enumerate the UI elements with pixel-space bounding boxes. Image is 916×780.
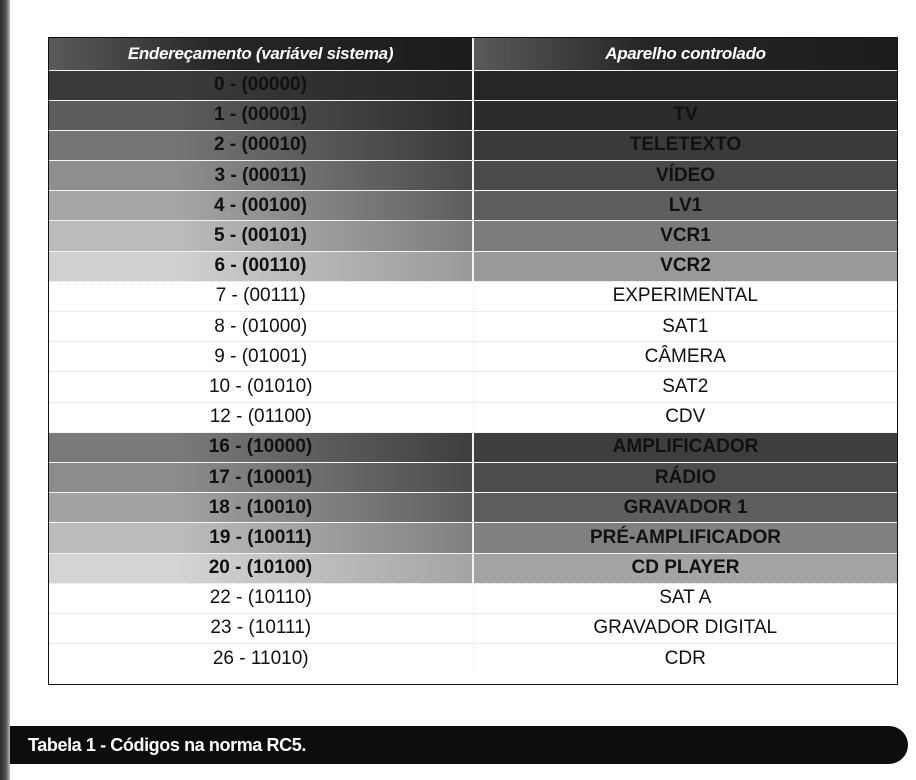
device-cell: VÍDEO bbox=[473, 161, 897, 191]
address-cell: 22 - (10110) bbox=[49, 583, 473, 613]
address-cell: 5 - (00101) bbox=[49, 221, 473, 251]
device-cell: SAT A bbox=[473, 583, 897, 613]
device-cell: CD PLAYER bbox=[473, 553, 897, 583]
table-row bbox=[49, 402, 897, 432]
table-row bbox=[49, 493, 897, 523]
table-row bbox=[49, 161, 897, 191]
table-header-row bbox=[49, 38, 897, 70]
address-cell: 7 - (00111) bbox=[49, 281, 473, 311]
device-cell: GRAVADOR 1 bbox=[473, 493, 897, 523]
address-cell: 0 - (00000) bbox=[49, 70, 473, 100]
table-row bbox=[49, 100, 897, 130]
device-cell: PRÉ-AMPLIFICADOR bbox=[473, 523, 897, 553]
table-row bbox=[49, 583, 897, 613]
table-row bbox=[49, 281, 897, 311]
address-cell: 17 - (10001) bbox=[49, 462, 473, 492]
address-cell: 3 - (00011) bbox=[49, 161, 473, 191]
table-row bbox=[49, 372, 897, 402]
address-cell: 23 - (10111) bbox=[49, 613, 473, 643]
device-cell: VCR2 bbox=[473, 251, 897, 281]
device-cell: LV1 bbox=[473, 191, 897, 221]
device-column-header: Aparelho controlado bbox=[473, 38, 897, 70]
device-cell: TV bbox=[473, 100, 897, 130]
table-row bbox=[49, 462, 897, 492]
codes-table bbox=[49, 38, 897, 674]
device-cell: RÁDIO bbox=[473, 462, 897, 492]
device-cell: TELETEXTO bbox=[473, 130, 897, 160]
device-cell: CÂMERA bbox=[473, 342, 897, 372]
rc5-codes-table bbox=[48, 37, 898, 685]
table-caption: Tabela 1 - Códigos na norma RC5. bbox=[10, 726, 908, 764]
address-column-header: Endereçamento (variável sistema) bbox=[49, 38, 473, 70]
table-row bbox=[49, 221, 897, 251]
address-cell: 19 - (10011) bbox=[49, 523, 473, 553]
table-row bbox=[49, 523, 897, 553]
address-cell: 1 - (00001) bbox=[49, 100, 473, 130]
table-row bbox=[49, 312, 897, 342]
address-cell: 9 - (01001) bbox=[49, 342, 473, 372]
device-cell: SAT2 bbox=[473, 372, 897, 402]
address-cell: 26 - 11010) bbox=[49, 644, 473, 674]
table-row bbox=[49, 130, 897, 160]
device-cell: GRAVADOR DIGITAL bbox=[473, 613, 897, 643]
table-body bbox=[49, 70, 897, 674]
address-cell: 12 - (01100) bbox=[49, 402, 473, 432]
device-cell: VCR1 bbox=[473, 221, 897, 251]
address-cell: 10 - (01010) bbox=[49, 372, 473, 402]
table-row bbox=[49, 70, 897, 100]
address-cell: 8 - (01000) bbox=[49, 312, 473, 342]
device-cell bbox=[473, 70, 897, 100]
address-cell: 2 - (00010) bbox=[49, 130, 473, 160]
table-row bbox=[49, 191, 897, 221]
address-cell: 18 - (10010) bbox=[49, 493, 473, 523]
table-row bbox=[49, 342, 897, 372]
device-cell: CDR bbox=[473, 644, 897, 674]
table-row bbox=[49, 251, 897, 281]
device-cell: AMPLIFICADOR bbox=[473, 432, 897, 462]
table-row bbox=[49, 644, 897, 674]
table-row bbox=[49, 613, 897, 643]
device-cell: EXPERIMENTAL bbox=[473, 281, 897, 311]
address-cell: 6 - (00110) bbox=[49, 251, 473, 281]
table-row bbox=[49, 553, 897, 583]
table-row bbox=[49, 432, 897, 462]
device-cell: SAT1 bbox=[473, 312, 897, 342]
address-cell: 20 - (10100) bbox=[49, 553, 473, 583]
address-cell: 16 - (10000) bbox=[49, 432, 473, 462]
device-cell: CDV bbox=[473, 402, 897, 432]
page-edge-bar bbox=[0, 0, 10, 780]
address-cell: 4 - (00100) bbox=[49, 191, 473, 221]
